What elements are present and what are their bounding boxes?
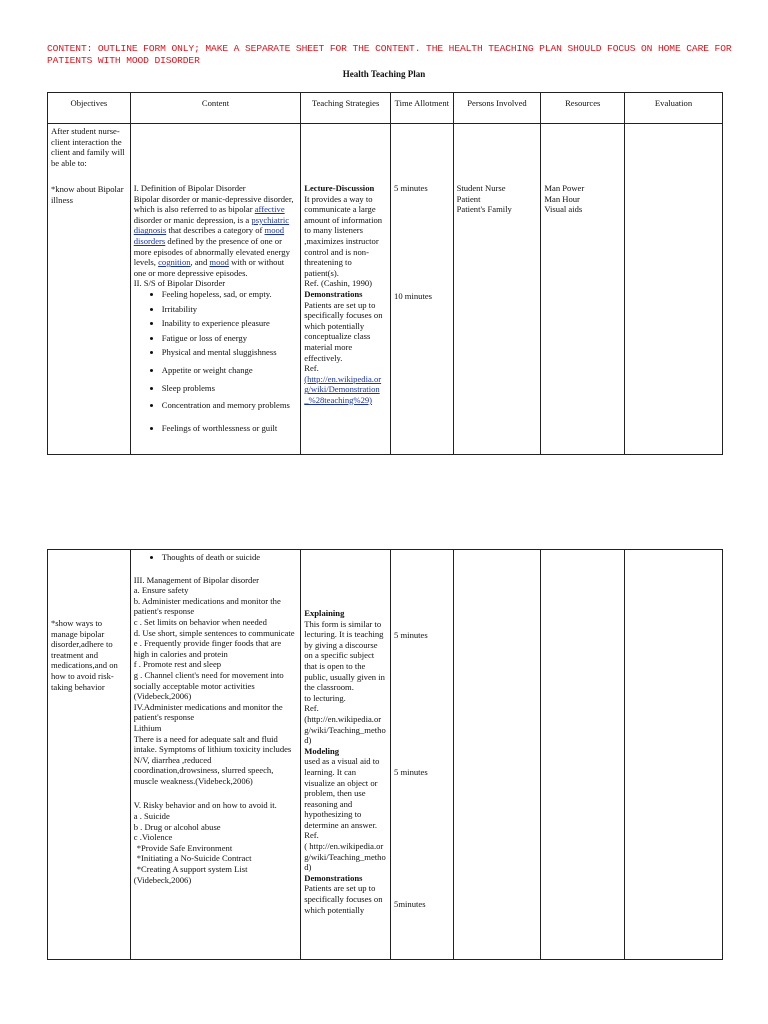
content-heading-definition: I. Definition of Bipolar Disorder	[133, 183, 246, 193]
table-header-row	[48, 93, 723, 124]
lithium-text: There is a need for adequate salt and fluid intake. Symptoms of lithium toxicity includes N/V, diarrhea ,reduced coordination,drowsiness, slurred speech, muscle weakness.(Videbeck,2006)	[133, 733, 292, 786]
time-demo: 10 minutes	[394, 290, 433, 301]
header-content: Content	[130, 93, 301, 124]
lithium-label: Lithium	[133, 722, 162, 733]
management-item: d. Use short, simple sentences to communicate	[133, 627, 295, 638]
header-resources: Resources	[541, 93, 625, 124]
list-item: • Feelings of worthlessness or guilt	[162, 423, 298, 434]
resource-man-hour: Man Hour	[544, 193, 580, 204]
objectives-cell	[48, 124, 131, 455]
content-cell	[130, 550, 301, 960]
risky-item: a . Suicide	[133, 811, 170, 822]
persons-cell	[453, 550, 541, 960]
list-item: • Inability to experience pleasure	[162, 318, 298, 329]
objective-intro: After student nurse-client interaction the client and family will be able to:	[51, 126, 125, 168]
list-item: • Irritability	[162, 304, 298, 315]
person-family: Patient's Family	[456, 204, 512, 215]
link-cognition[interactable]: cognition	[158, 257, 191, 268]
strategies-cell	[301, 124, 391, 455]
time-cell	[391, 124, 454, 455]
link-mood[interactable]: mood	[209, 257, 229, 268]
evaluation-cell	[625, 124, 723, 455]
strategy-demo-label: Demonstrations	[304, 288, 363, 299]
strategy-model-link: ( http://en.wikipedia.org/wiki/Teaching_method)	[304, 841, 386, 873]
risky-item: c .Violence	[133, 832, 173, 843]
resource-man-power: Man Power	[544, 183, 585, 193]
evaluation-cell	[625, 550, 723, 960]
person-patient: Patient	[456, 193, 481, 204]
signs-list-continued	[134, 552, 298, 563]
strategy-demo-text: Patients are set up to specifically focuses on which potentially conceptualize class material more effectively.	[304, 299, 383, 363]
list-item: • Appetite or weight change	[162, 365, 298, 376]
risky-item: *Initiating a No-Suicide Contract	[136, 853, 252, 864]
objective-text: *show ways to manage bipolar disorder,adhere to treatment and medications,and on how to avoid risk-taking behavior	[51, 618, 118, 692]
content-heading-management: III. Management of Bipolar disorder	[133, 574, 260, 585]
risky-item: (Videbeck,2006)	[133, 874, 192, 885]
teaching-plan-table-1	[47, 92, 723, 455]
list-item: • Feeling hopeless, sad, or empty.	[162, 289, 298, 300]
objectives-cell	[48, 550, 131, 960]
strategy-explain-link: (http://en.wikipedia.org/wiki/Teaching_method)	[304, 713, 386, 746]
objective-text: *know about Bipolar illness	[51, 184, 124, 205]
header-time-allotment: Time Allotment	[391, 93, 454, 124]
list-item: • Physical and mental sluggishness	[162, 347, 298, 358]
list-item: • Concentration and memory problems	[162, 400, 298, 411]
strategy-demo-ref: Ref.	[304, 363, 319, 374]
resource-visual-aids: Visual aids	[544, 204, 583, 215]
risky-item: *Creating A support system List	[136, 864, 248, 875]
list-item: • Fatigue or loss of energy	[162, 333, 298, 344]
content-cell	[130, 124, 301, 455]
strategy-explain-label: Explaining	[304, 608, 345, 618]
list-item: • Thoughts of death or suicide	[162, 552, 298, 563]
management-item: a. Ensure safety	[133, 585, 189, 596]
strategies-cell	[301, 550, 391, 960]
time-lecture: 5 minutes	[394, 183, 428, 193]
header-teaching-strategies: Teaching Strategies	[301, 93, 391, 124]
definition-text: Bipolar disorder or manic-depressive disorder, which is also referred to as bipolar affective disorder or manic depression, is a psychiatric diagnosis that describes a category of mood disorders defined by the presence of one or more episodes of abnormally elevated energy levels, cognition, and mood with or without one or more depressive episodes.	[133, 193, 294, 278]
strategy-model-ref: Ref.	[304, 830, 319, 841]
management-item: f . Promote rest and sleep	[133, 659, 222, 670]
link-psychiatric-diagnosis[interactable]: psychiatric diagnosis	[133, 214, 290, 236]
person-student-nurse: Student Nurse	[456, 183, 506, 193]
management-item: e . Frequently provide finger foods that are high in calories and protein	[133, 638, 282, 659]
header-objectives: Objectives	[48, 93, 131, 124]
strategy-lecture-ref: Ref. (Cashin, 1990)	[304, 278, 373, 289]
table-row	[48, 550, 723, 960]
page-title: Health Teaching Plan	[342, 69, 426, 79]
link-affective[interactable]: affective	[254, 204, 285, 215]
time-model: 5 minutes	[394, 766, 428, 777]
strategy-explain-text: This form is similar to lecturing. It is teaching by giving a discourse on a specific subject that is open to the public, usually given in the classroom.	[304, 618, 385, 693]
risky-item: b . Drug or alcohol abuse	[133, 821, 221, 832]
content-heading-medications: IV.Administer medications and monitor the patient's response	[133, 701, 283, 723]
link-mood-disorders[interactable]: mood disorders	[133, 225, 285, 246]
strategy-model-label: Modeling	[304, 745, 340, 756]
strategy-demo-label: Demonstrations	[304, 872, 363, 883]
time-explain: 5 minutes	[394, 630, 428, 640]
list-item: • Sleep problems	[162, 383, 298, 394]
teaching-plan-table-2	[47, 549, 723, 960]
strategy-lecture-label: Lecture-Discussion	[304, 183, 375, 193]
time-cell	[391, 550, 454, 960]
header-evaluation: Evaluation	[625, 93, 723, 124]
strategy-demo-text: Patients are set up to specifically focuses on which potentially	[304, 883, 383, 915]
management-item: g . Channel client's need for movement into socially acceptable motor activities (Videbeck,2006)	[133, 669, 284, 702]
management-item: b. Administer medications and monitor the patient's response	[133, 595, 281, 617]
table-row	[48, 124, 723, 455]
management-item: c . Set limits on behavior when needed	[133, 616, 267, 627]
resources-cell	[541, 124, 625, 455]
strategy-explain-ref: Ref.	[304, 703, 319, 714]
strategy-lecture-text: It provides a way to communicate a large amount of information to many listeners ,maximizes instructor control and is non-threatening to patient(s).	[304, 193, 383, 278]
instruction-notice: CONTENT: OUTLINE FORM ONLY; MAKE A SEPARATE SHEET FOR THE CONTENT. THE HEALTH TEACHING PLAN SHOULD FOCUS ON HOME CARE FOR PATIENTS WITH MOOD DISORDER	[47, 43, 732, 66]
signs-list	[134, 289, 298, 433]
resources-cell	[541, 550, 625, 960]
link-demonstration-wiki[interactable]: (http://en.wikipedia.org/wiki/Demonstration_%28teaching%29)	[304, 373, 382, 405]
risky-item: *Provide Safe Environment	[136, 842, 233, 853]
header-persons-involved: Persons Involved	[453, 93, 541, 124]
content-heading-signs: II. S/S of Bipolar Disorder	[133, 278, 226, 289]
time-demo: 5minutes	[394, 899, 426, 910]
persons-cell	[453, 124, 541, 455]
strategy-model-text: used as a visual aid to learning. It can visualize an object or problem, then use reasoning and hypothesizing to determine an answer.	[304, 756, 380, 830]
content-heading-risky: V. Risky behavior and on how to avoid it.	[133, 800, 277, 811]
strategy-explain-to: to lecturing.	[304, 692, 346, 703]
